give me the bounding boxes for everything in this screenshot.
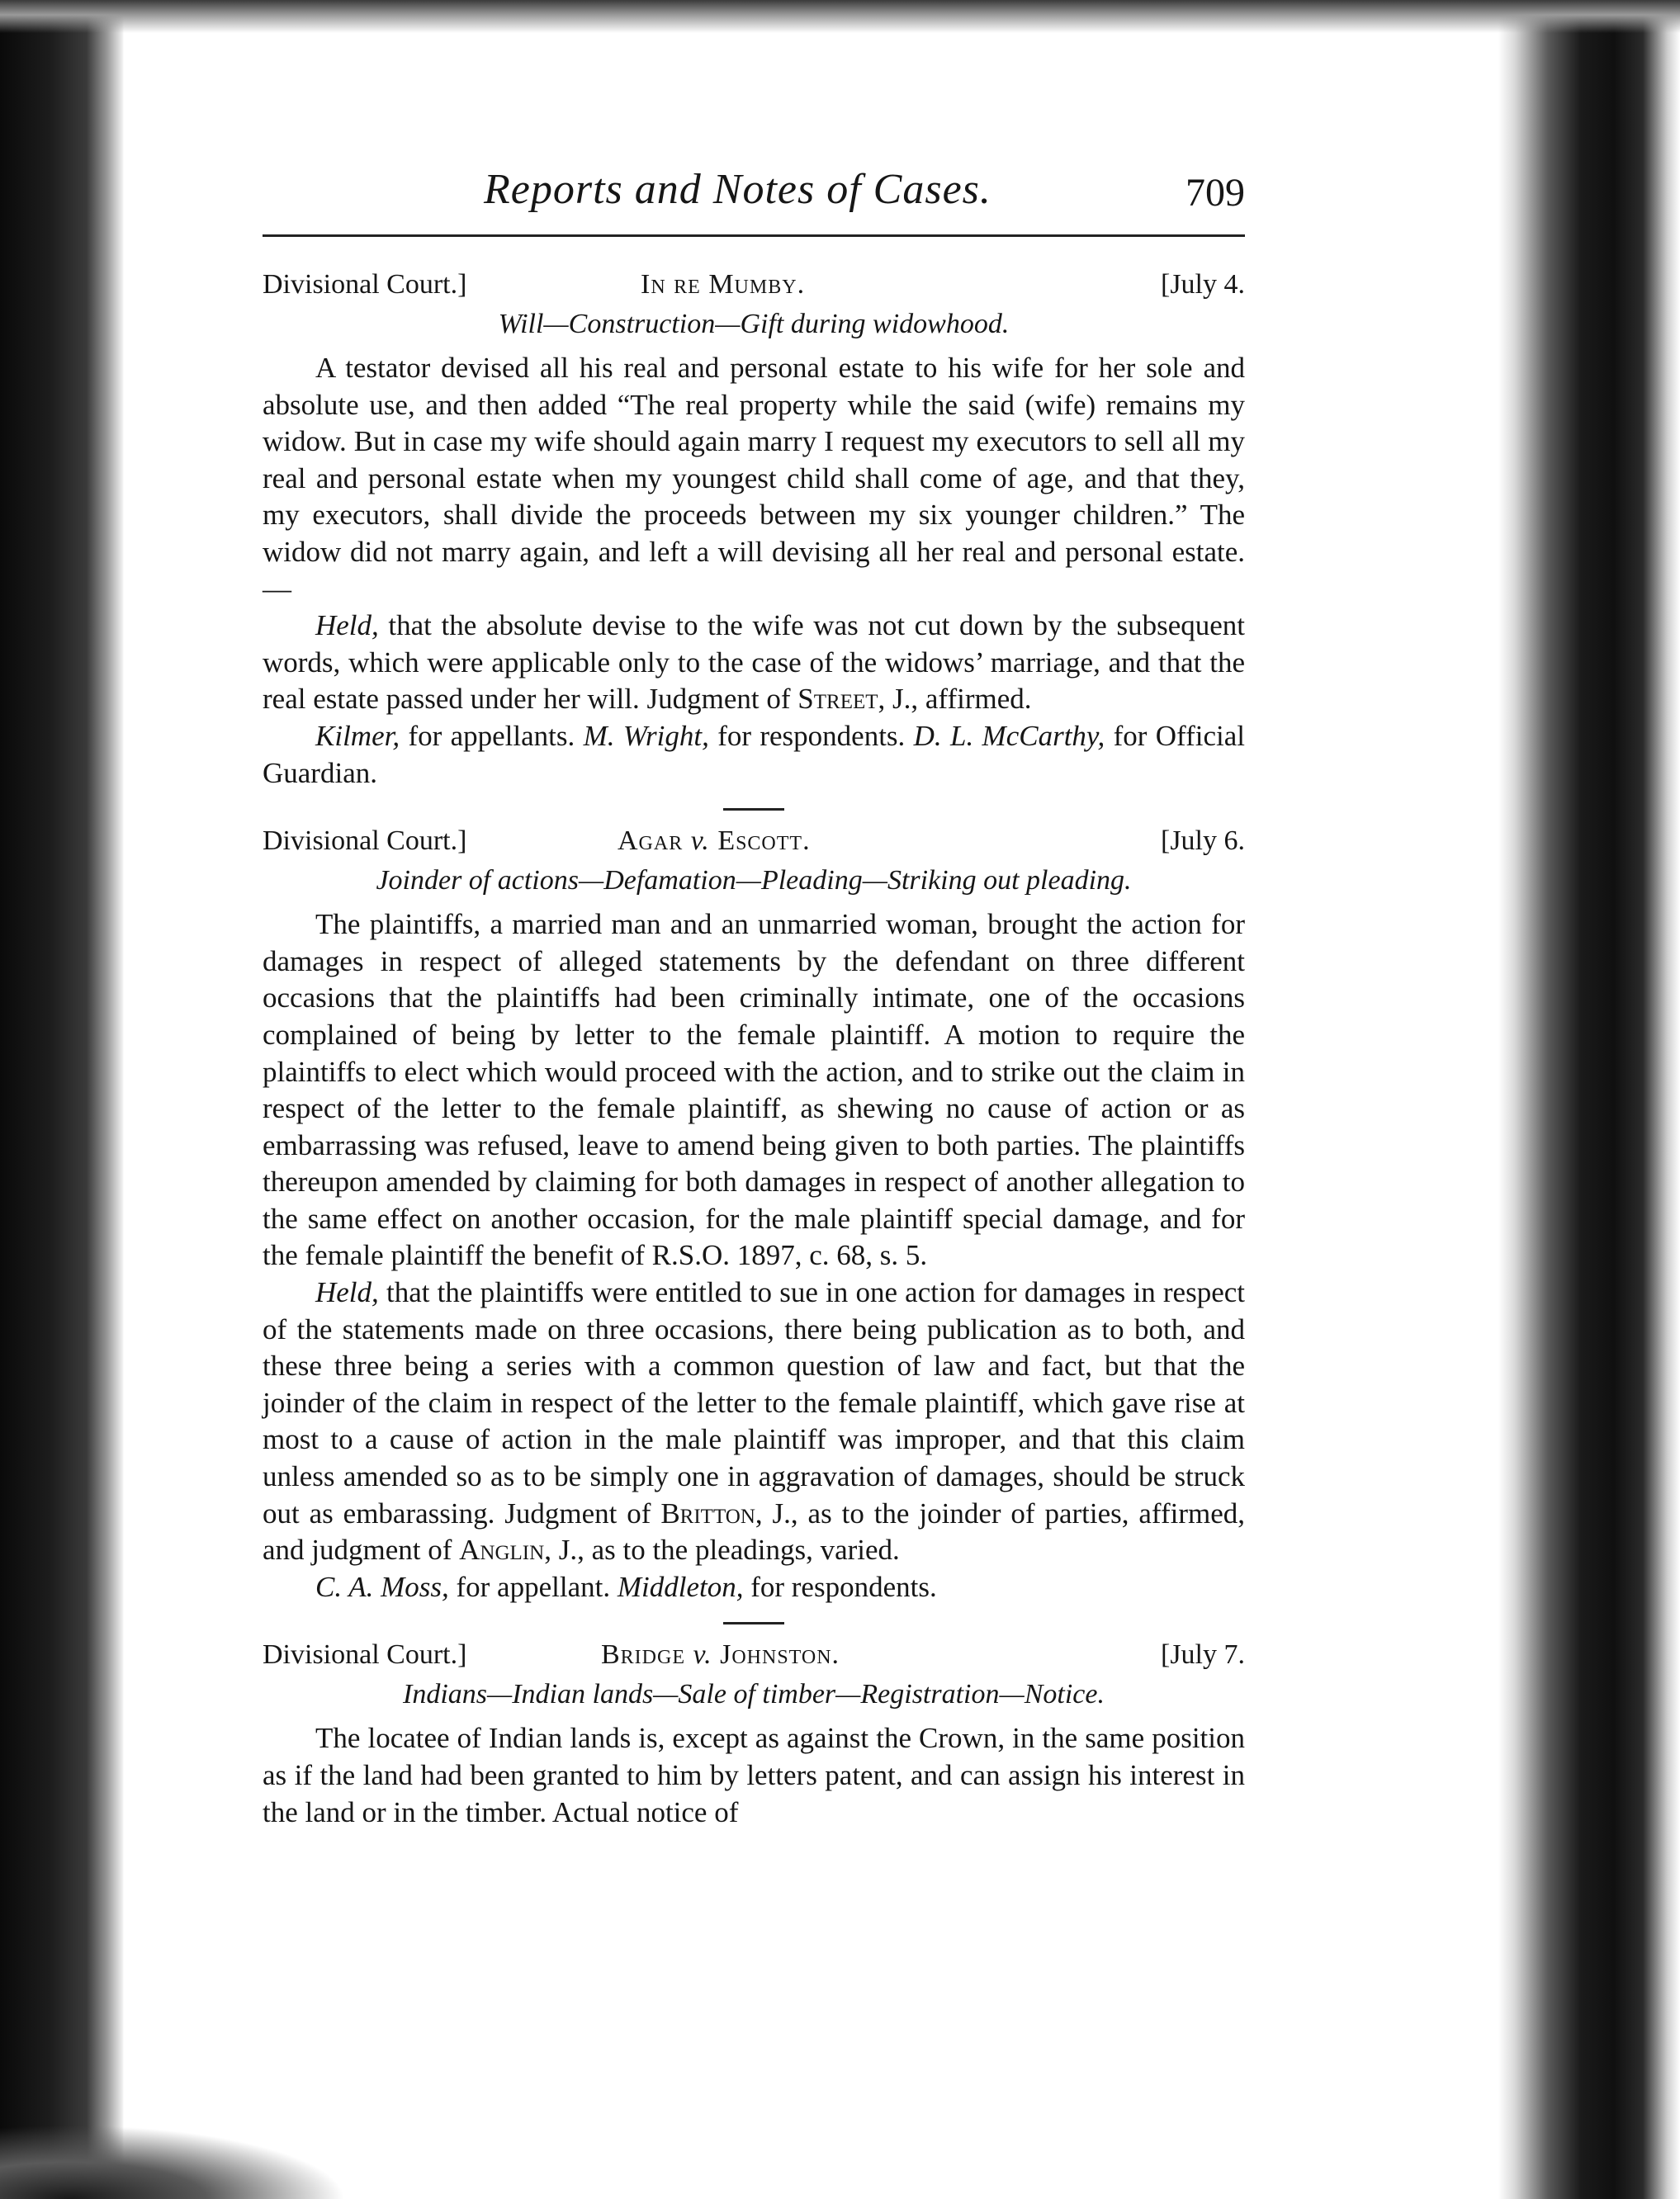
counsel-1: C. A. Moss, [315, 1570, 449, 1603]
case-heading [263, 825, 1245, 865]
case-name [618, 825, 811, 857]
case-separator [723, 1622, 784, 1624]
scan-top-edge [0, 0, 1680, 33]
case-date: [July 6. [1161, 825, 1245, 857]
scan-smudge [0, 2125, 347, 2199]
counsel-3: D. L. McCarthy, [913, 719, 1105, 752]
case-holding [263, 608, 1245, 718]
case-holding [263, 1274, 1245, 1569]
court-name: Divisional Court.] [263, 1639, 467, 1671]
page [263, 165, 1245, 1831]
counsel-line [263, 718, 1245, 792]
counsel-1: Kilmer, [315, 719, 400, 752]
case-separator [723, 808, 784, 811]
case-heading [263, 269, 1245, 309]
holding-text: that the absolute devise to the wife was not cut down by the subsequent words, which were applicable only to the case of the widows’ marriage, and that the real estate passed under her will. Judgment of [263, 609, 1245, 716]
counsel-3-role: for Official Guardian. [263, 719, 1245, 789]
running-header [263, 165, 1245, 229]
scan-right-edge [1498, 0, 1680, 2199]
case-facts: A testator devised all his real and personal estate to his wife for her sole and absolute use, and then added “The real property while the said (wife) remains my widow. But in case my wife should again marry I request my executors to sell all my real and personal estate when my youngest child shall come of age, and that they, my executors, shall divide the proceeds between my six younger children.” The widow did not marry again, and left a will devising all her real and personal estate.— [263, 352, 1245, 605]
case-agar [263, 825, 1245, 1606]
judge-name-1: Britton, [660, 1497, 763, 1530]
party-a: Agar [618, 825, 691, 857]
page-number: 709 [1185, 171, 1245, 215]
holding-end: J., as to the pleadings, varied. [551, 1534, 900, 1567]
holding-text: that the plaintiffs were entitled to sue in one action for damages in respect of the statements made on three occasions, there being publication as to both, and these three being a series with a common question of law and fact, but that the joinder of the claim in respect of the letter to the female plaintiff, which gave rise at most to a cause of action in the male plaintiff was improper, and that this claim unless amended so as to be simply one in aggravation of damages, should be struck out as embarassing. Judgment of [263, 1276, 1245, 1530]
counsel-line [263, 1569, 1245, 1606]
counsel-2-role: for respondents. [743, 1570, 937, 1603]
party-b: Escott. [709, 825, 811, 857]
counsel-1-role: for appellant. [448, 1570, 618, 1603]
judge-name: Street, [797, 683, 886, 716]
versus: v. [693, 1639, 712, 1671]
versus: v. [690, 825, 710, 857]
held-label: Held, [315, 1276, 379, 1309]
scan-left-edge [0, 0, 124, 2199]
case-heading [263, 1639, 1245, 1679]
case-subject: Indians—Indian lands—Sale of timber—Registration—Notice. [403, 1679, 1105, 1710]
header-rule [263, 234, 1245, 237]
case-subject: Will—Construction—Gift during widowhood. [498, 309, 1010, 339]
running-title: Reports and Notes of Cases. [484, 166, 991, 213]
holding-mid: J., as to the joinder of parties, affirmed, and judgment of [263, 1497, 1245, 1567]
case-date: [July 7. [1161, 1639, 1245, 1671]
case-name [601, 1639, 840, 1671]
judge-name-2: Anglin, [459, 1534, 551, 1567]
case-subject: Joinder of actions—Defamation—Pleading—Striking out pleading. [376, 865, 1132, 896]
counsel-1-role: for appellants. [400, 719, 584, 752]
counsel-2: Middleton, [617, 1570, 744, 1603]
counsel-2-role: for respondents. [708, 719, 914, 752]
case-bridge [263, 1639, 1245, 1831]
court-name: Divisional Court.] [263, 269, 467, 300]
case-facts: The plaintiffs, a married man and an unmarried woman, brought the action for damages in respect of alleged statements by the defendant on three different occasions that the plaintiffs had been criminally intimate, one of the occasions complained of being by letter to the female plaintiff. A motion to require the plaintiffs to elect which would proceed with the action, and to strike out the claim in respect of the letter to the female plaintiff, as shewing no cause of action or as embarrassing was refused, leave to amend being given to both parties. The plaintiffs thereupon amended by claiming for both damages in respect of another allegation to the same effect on another occasion, for the male plaintiff special damage, and for the female plaintiff the benefit of R.S.O. 1897, c. 68, s. 5. [263, 908, 1245, 1272]
party-a: Bridge [601, 1639, 693, 1671]
court-name: Divisional Court.] [263, 825, 467, 857]
counsel-2: M. Wright, [583, 719, 709, 752]
case-mumby [263, 269, 1245, 792]
case-facts: The locatee of Indian lands is, except as against the Crown, in the same position as if the land had been granted to him by letters patent, and can assign his interest in the land or in the timber. Actual notice of [263, 1722, 1245, 1828]
case-name: In re Mumby. [641, 269, 806, 300]
held-label: Held, [315, 609, 379, 642]
party-b: Johnston. [712, 1639, 840, 1671]
holding-end: J., affirmed. [885, 683, 1032, 716]
case-date: [July 4. [1161, 269, 1245, 300]
